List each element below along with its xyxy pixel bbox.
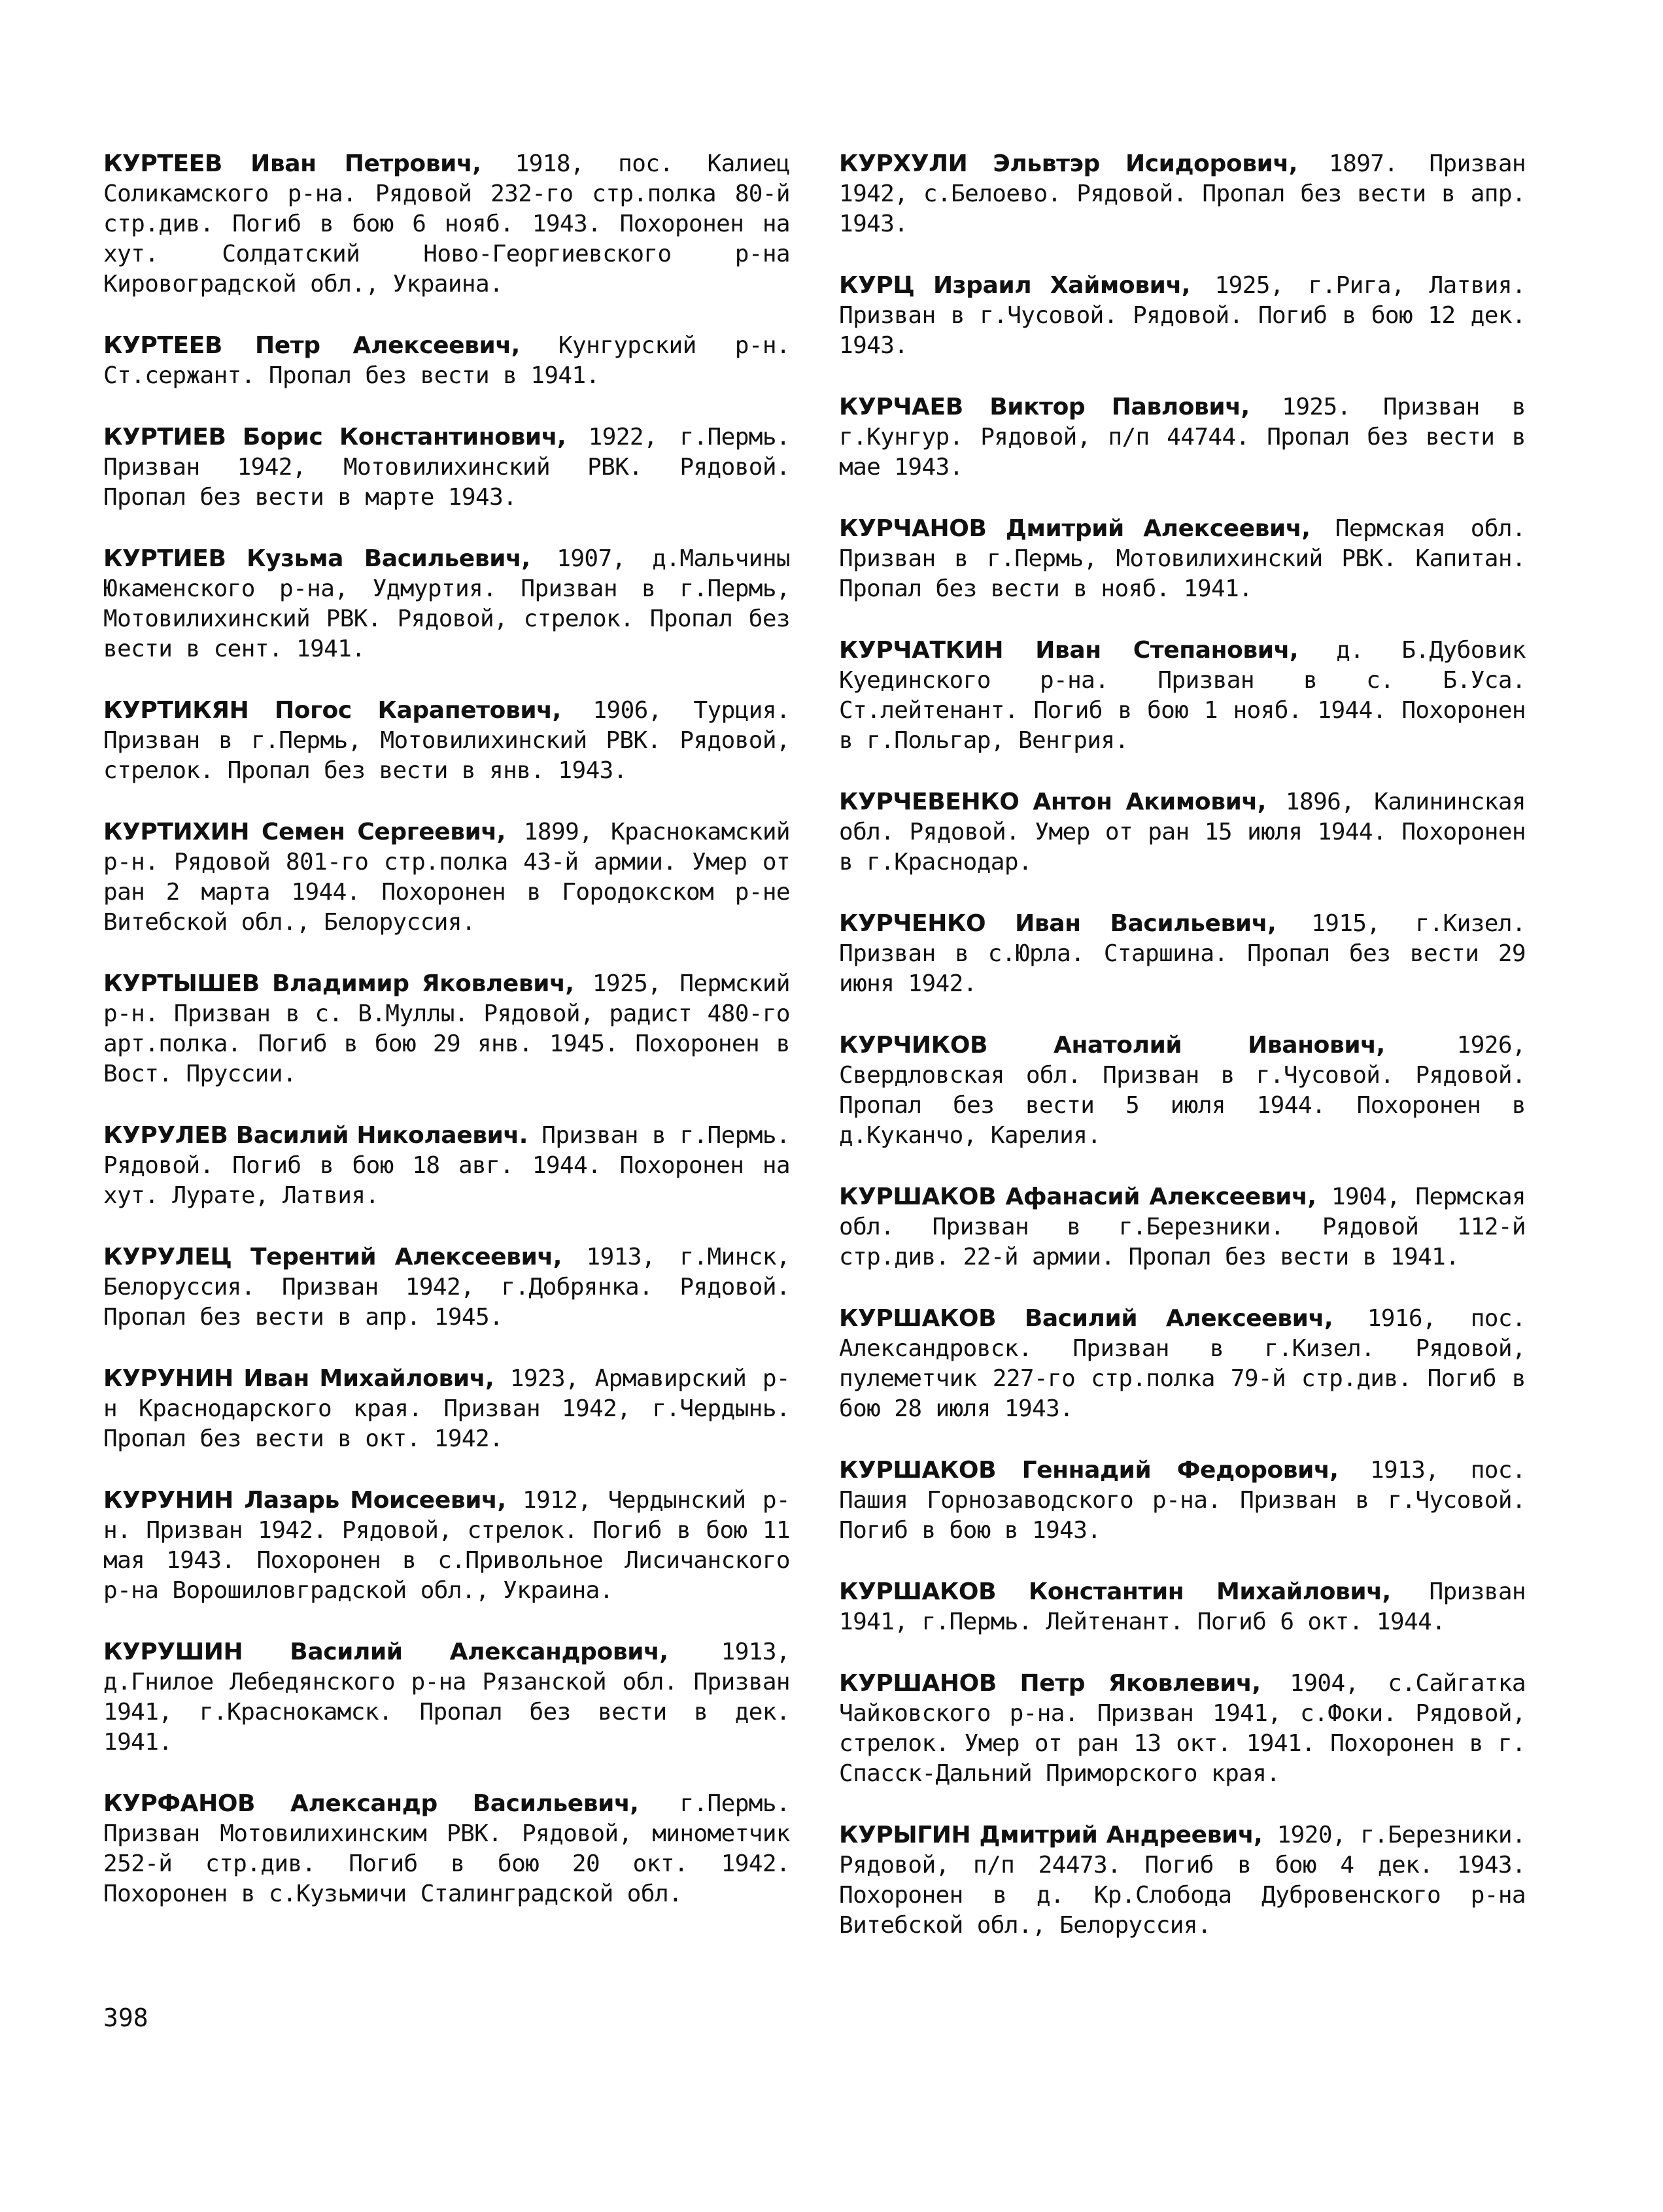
list-item — [839, 909, 1526, 999]
entry-name: КУРУЛЕЦ Терентий Алексеевич, — [103, 1244, 562, 1270]
entry-text: 1896, Калининская обл. Рядовой. Умер от ран 15 июля 1944. Похоронен в г.Краснодар. — [839, 789, 1526, 876]
list-item — [103, 1364, 790, 1454]
entry-text: 1916, пос. Александровск. Призван в г.Кизел. Рядовой, пулеметчик 227-го стр.полка 79-й стр.див. Погиб в бою 28 июля 1943. — [839, 1305, 1526, 1422]
list-item — [103, 149, 790, 299]
entry-text: 1907, д.Мальчины Юкаменского р-на, Удмуртия. Призван в г.Пермь, Мотовилихинский РВК. Рядовой, стрелок. Пропал без вести в сент. 1941. — [103, 545, 790, 662]
entry-text: г.Пермь. Призван Мотовилихинским РВК. Рядовой, минометчик 252-й стр.див. Погиб в бою 20 окт. 1942. Похоронен в с.Кузьмичи Сталинградской обл. — [103, 1790, 790, 1907]
entry-name: КУРУШИН Василий Александрович, — [103, 1639, 668, 1665]
entry-text: 1906, Турция. Призван в г.Пермь, Мотовилихинский РВК. Рядовой, стрелок. Пропал без вести в янв. 1943. — [103, 697, 790, 784]
entry-name: КУРУНИН Иван Михайлович, — [103, 1365, 494, 1392]
list-item — [103, 696, 790, 786]
entry-name: КУРЧАТКИН Иван Степанович, — [839, 637, 1299, 664]
list-item — [839, 514, 1526, 604]
entry-text: 1918, пос. Калиец Соликамского р-на. Рядовой 232-го стр.полка 80-й стр.див. Погиб в бою 6 нояб. 1943. Похоронен на хут. Солдатский Ново-Георгиевского р-на Кировоградской обл., Украина. — [103, 150, 790, 298]
entry-name: КУРТЕЕВ Иван Петрович, — [103, 150, 481, 177]
entry-name: КУРХУЛИ Эльвтэр Исидорович, — [839, 150, 1298, 177]
list-item — [103, 1242, 790, 1333]
entry-text: 1922, г.Пермь. Призван 1942, Мотовилихинский РВК. Рядовой. Пропал без вести в марте 1943. — [103, 424, 791, 511]
entry-text: 1904, Пермская обл. Призван в г.Березники. Рядовой 112-й стр.див. 22-й армии. Пропал без вести в 1941. — [839, 1183, 1526, 1270]
list-item — [839, 149, 1526, 239]
entry-text: 1913, пос. Пашия Горнозаводского р-на. Призван в г.Чусовой. Погиб в бою в 1943. — [839, 1457, 1526, 1544]
entry-text: 1925. Призван в г.Кунгур. Рядовой, п/п 44744. Пропал без вести в мае 1943. — [839, 394, 1526, 481]
entry-text: 1912, Чердынский р-н. Призван 1942. Рядовой, стрелок. Погиб в бою 11 мая 1943. Похоронен в с.Привольное Лисичанского р-на Ворошиловградской обл., Украина. — [103, 1487, 790, 1604]
list-item — [839, 1669, 1526, 1789]
entry-text: 1913, д.Гнилое Лебедянского р-на Рязанской обл. Призван 1941, г.Краснокамск. Пропал без вести в дек. 1941. — [103, 1639, 790, 1756]
list-item — [103, 817, 790, 938]
list-item — [839, 1182, 1526, 1272]
list-item — [103, 1789, 790, 1909]
entry-text: 1899, Краснокамский р-н. Рядовой 801-го стр.полка 43-й армии. Умер от ран 2 марта 1944. Похоронен в Городокском р-не Витебской обл., Белоруссия. — [103, 819, 791, 936]
entry-name: КУРШАКОВ Василий Алексеевич, — [839, 1305, 1333, 1332]
list-item — [839, 392, 1526, 483]
entry-name: КУРТЕЕВ Петр Алексеевич, — [103, 332, 520, 359]
right-column — [839, 149, 1526, 1972]
entry-name: КУРШАНОВ Петр Яковлевич, — [839, 1670, 1261, 1697]
entry-text: 1915, г.Кизел. Призван в с.Юрла. Старшина. Пропал без вести 29 июня 1942. — [839, 910, 1526, 997]
list-item — [839, 636, 1526, 756]
entry-name: КУРТЫШЕВ Владимир Яковлевич, — [103, 970, 574, 997]
entry-text: Призван 1941, г.Пермь. Лейтенант. Погиб 6 окт. 1944. — [839, 1578, 1526, 1635]
list-item — [839, 1577, 1526, 1637]
entry-name: КУРЧАНОВ Дмитрий Алексеевич, — [839, 515, 1311, 542]
entry-text: Призван в г.Пермь. Рядовой. Погиб в бою 18 авг. 1944. Похоронен на хут. Лурате, Латвия. — [103, 1122, 790, 1209]
entry-name: КУРТИКЯН Погос Карапетович, — [103, 697, 561, 724]
entry-text: 1904, с.Сайгатка Чайковского р-на. Призван 1941, с.Фоки. Рядовой, стрелок. Умер от ран 13 окт. 1941. Похоронен в г. Спасск-Дальний Приморского края. — [839, 1670, 1526, 1787]
entry-name: КУРШАКОВ Афанасий Алексеевич, — [839, 1183, 1316, 1210]
entry-text: 1926, Свердловская обл. Призван в г.Чусовой. Рядовой. Пропал без вести 5 июля 1944. Похоронен в д.Куканчо, Карелия. — [839, 1032, 1526, 1149]
entry-name: КУРЦ Израил Хаймович, — [839, 272, 1191, 299]
entry-text: Кунгурский р-н. Ст.сержант. Пропал без вести в 1941. — [103, 332, 790, 389]
list-item — [103, 1486, 790, 1606]
list-item — [103, 1121, 790, 1211]
entry-name: КУРЧИКОВ Анатолий Иванович, — [839, 1032, 1385, 1059]
entry-text: 1897. Призван 1942, с.Белоево. Рядовой. Пропал без вести в апр. 1943. — [839, 150, 1526, 237]
list-item — [103, 544, 790, 664]
entry-name: КУРЫГИН Дмитрий Андреевич, — [839, 1822, 1263, 1848]
entry-name: КУРУНИН Лазарь Моисеевич, — [103, 1487, 506, 1514]
entry-name: КУРФАНОВ Александр Васильевич, — [103, 1790, 639, 1817]
entry-text: 1925, Пермский р-н. Призван в с. В.Муллы. Рядовой, радист 480-го арт.полка. Погиб в бою 29 янв. 1945. Похоронен в Вост. Пруссии. — [103, 970, 790, 1087]
entry-name: КУРТИЕВ Борис Константинович, — [103, 424, 566, 451]
entry-text: д. Б.Дубовик Куединского р-на. Призван в с. Б.Уса. Ст.лейтенант. Погиб в бою 1 нояб. 1944. Похоронен в г.Польгар, Венгрия. — [839, 637, 1526, 754]
entry-text: 1913, г.Минск, Белоруссия. Призван 1942, г.Добрянка. Рядовой. Пропал без вести в апр. 1945. — [103, 1244, 790, 1331]
list-item — [839, 1304, 1526, 1424]
left-column — [103, 149, 790, 1941]
list-item — [839, 1820, 1526, 1941]
entry-name: КУРТИХИН Семен Сергеевич, — [103, 819, 506, 845]
entry-name: КУРЧЕНКО Иван Васильевич, — [839, 910, 1277, 937]
list-item — [839, 1030, 1526, 1151]
entry-text: 1920, г.Березники. Рядовой, п/п 24473. Погиб в бою 4 дек. 1943. Похоронен в д. Кр.Слобода Дубровенского р-на Витебской обл., Белоруссия. — [839, 1822, 1526, 1939]
entry-name: КУРЧЕВЕНКО Антон Акимович, — [839, 789, 1267, 815]
list-item — [839, 1455, 1526, 1546]
entry-name: КУРТИЕВ Кузьма Васильевич, — [103, 545, 530, 572]
list-item — [103, 969, 790, 1089]
entry-text: Пермская обл. Призван в г.Пермь, Мотовилихинский РВК. Капитан. Пропал без вести в нояб. 1941. — [839, 515, 1526, 602]
entry-text: 1925, г.Рига, Латвия. Призван в г.Чусовой. Рядовой. Погиб в бою 12 дек. 1943. — [839, 272, 1526, 359]
entry-name: КУРШАКОВ Геннадий Федорович, — [839, 1457, 1339, 1484]
entry-name: КУРШАКОВ Константин Михайлович, — [839, 1578, 1391, 1605]
entry-name: КУРУЛЕВ Василий Николаевич. — [103, 1122, 528, 1149]
list-item — [103, 422, 790, 513]
entry-name: КУРЧАЕВ Виктор Павлович, — [839, 394, 1250, 420]
list-item — [839, 271, 1526, 361]
list-item — [839, 787, 1526, 877]
page-number: 398 — [103, 2003, 148, 2032]
list-item — [103, 1637, 790, 1758]
list-item — [103, 331, 790, 391]
entry-text: 1923, Армавирский р-н Краснодарского края. Призван 1942, г.Чердынь. Пропал без вести в окт. 1942. — [103, 1365, 790, 1452]
